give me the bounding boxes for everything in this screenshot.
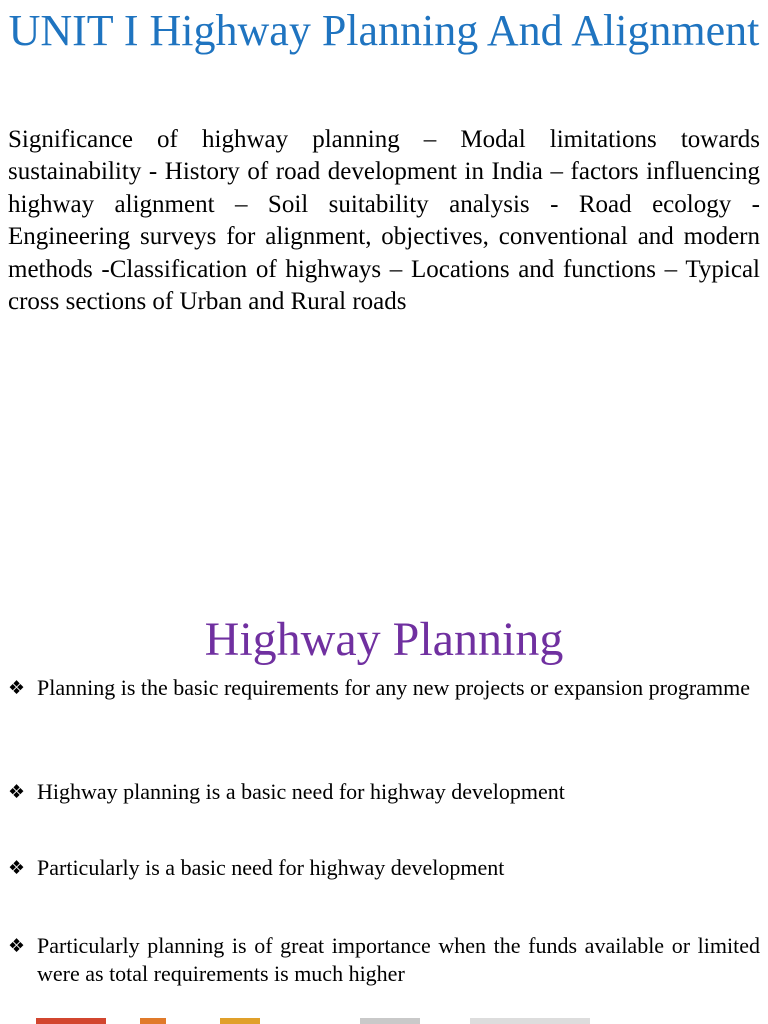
page-title: UNIT I Highway Planning And Alignment [8, 6, 760, 55]
bullet-text: Planning is the basic requirements for any new projects or expansion programme [37, 675, 750, 700]
syllabus-paragraph: Significance of highway planning – Modal limitations towards sustainability - History of road development in India – factors influencing highway alignment – Soil suitability analysis - Road ecology - Engineering surveys for alignment, objectives, conventional and modern methods -Classification of highways – Locations and functions – Typical cross sections of Urban and Rural roads [8, 126, 760, 316]
diamond-bullet-icon: ❖ [8, 857, 26, 879]
list-item [8, 854, 760, 882]
bullet-text: Particularly is a basic need for highway development [37, 855, 505, 880]
list-item [8, 932, 760, 988]
next-slide-image-strip [0, 1014, 768, 1024]
diamond-bullet-icon: ❖ [8, 781, 26, 803]
diamond-bullet-icon: ❖ [8, 677, 26, 699]
list-item [8, 778, 760, 806]
bullet-text: Highway planning is a basic need for highway development [37, 779, 565, 804]
list-item [8, 674, 760, 702]
section-title: Highway Planning [204, 613, 564, 666]
diamond-bullet-icon: ❖ [8, 935, 26, 957]
bullet-text: Particularly planning is of great importance when the funds available or limited were as total requirements is much higher [37, 933, 760, 986]
